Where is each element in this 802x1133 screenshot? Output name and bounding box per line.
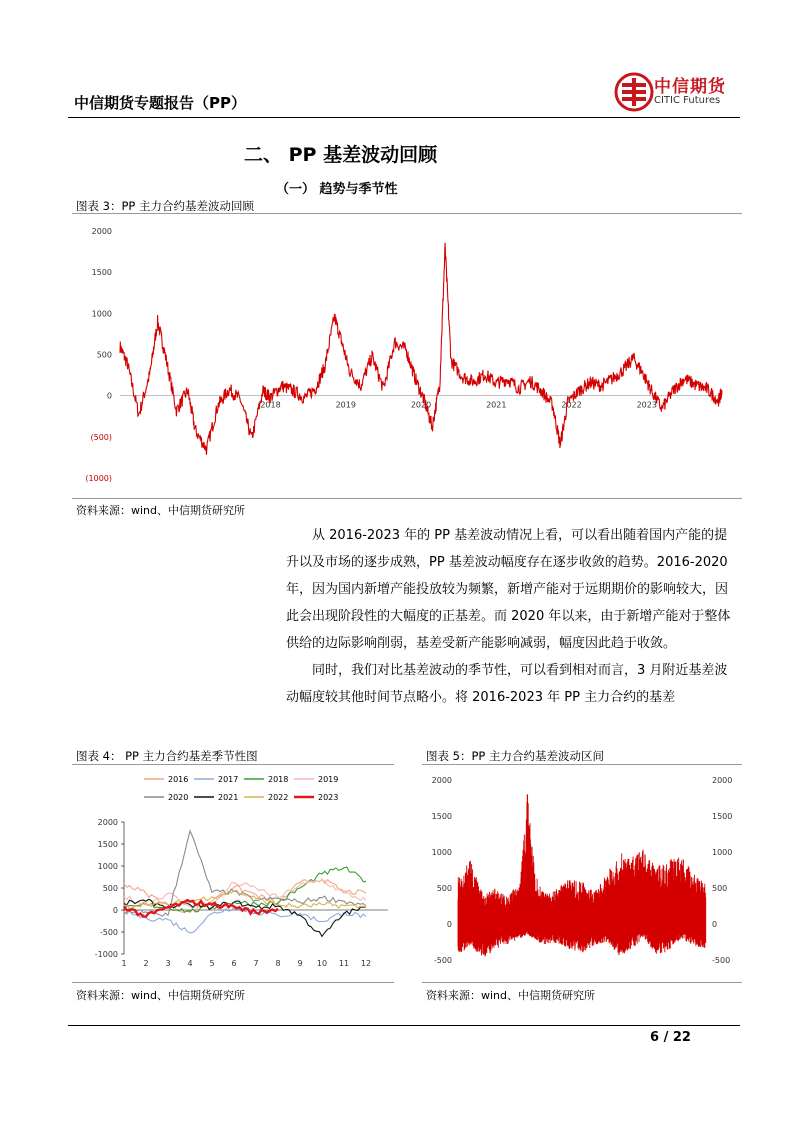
fig4-ytick: 0 <box>112 906 118 915</box>
fig4-xtick: 2 <box>143 959 149 968</box>
figure4-bottom-rule <box>72 982 394 983</box>
logo-cn-text: 中信期货 <box>654 77 726 97</box>
fig5-ytick-right: 1000 <box>712 848 733 857</box>
fig4-xtick: 1 <box>121 959 127 968</box>
fig4-xtick: 3 <box>165 959 171 968</box>
header-divider <box>68 117 740 118</box>
fig3-xtick: 2023 <box>636 400 657 410</box>
fig4-xtick: 10 <box>316 959 328 968</box>
figure3-top-rule <box>72 213 742 214</box>
figure3-bottom-rule <box>72 498 742 499</box>
fig4-xtick: 7 <box>253 959 259 968</box>
fig3-basis-line <box>120 243 722 455</box>
figure4-chart <box>72 768 394 980</box>
fig4-xtick: 9 <box>297 959 303 968</box>
figure5-source: 资料来源：wind、中信期货研究所 <box>426 989 596 1002</box>
fig4-xtick: 12 <box>360 959 372 968</box>
fig5-ytick-left: 1000 <box>431 848 452 857</box>
fig3-xtick: 2020 <box>410 400 432 410</box>
fig5-range-bars <box>458 802 706 956</box>
fig4-ytick: -500 <box>99 928 118 937</box>
fig4-legend-label: 2018 <box>268 775 289 784</box>
fig3-xtick: 2018 <box>260 400 281 410</box>
fig3-xtick: 2019 <box>335 400 356 410</box>
fig5-ytick-left: 1500 <box>431 812 452 821</box>
figure5-bottom-rule <box>422 982 742 983</box>
fig3-ytick: 0 <box>106 391 112 401</box>
figure5-caption: 图表 5：PP 主力合约基差波动区间 <box>426 749 604 763</box>
fig3-xtick: 2022 <box>561 400 582 410</box>
fig3-ytick: (500) <box>90 432 112 442</box>
fig4-ytick: 500 <box>102 884 118 893</box>
fig4-legend-label: 2023 <box>318 793 339 802</box>
logo-en-text: CITIC Futures <box>654 95 721 106</box>
figure3-source: 资料来源：wind、中信期货研究所 <box>76 504 246 517</box>
report-title: 中信期货专题报告（PP） <box>74 94 246 112</box>
footer-divider <box>68 1025 740 1026</box>
fig4-ytick: 1000 <box>97 862 118 871</box>
fig5-ytick-right: 1500 <box>712 812 733 821</box>
fig4-xtick: 11 <box>338 959 350 968</box>
fig3-ytick: 1000 <box>91 309 112 319</box>
fig4-legend-label: 2019 <box>318 775 339 784</box>
body-text <box>286 522 734 711</box>
citic-logo-icon <box>614 72 654 112</box>
fig5-ytick-right: -500 <box>712 956 731 965</box>
fig3-ytick: (1000) <box>85 474 112 483</box>
fig5-ytick-right: 0 <box>712 920 718 929</box>
figure3-chart <box>72 216 742 496</box>
fig4-ytick: 1500 <box>97 840 118 849</box>
fig4-xtick: 8 <box>275 959 281 968</box>
fig4-legend-label: 2016 <box>168 775 189 784</box>
fig5-ytick-left: 2000 <box>431 776 452 785</box>
section-title: 二、 PP 基差波动回顾 <box>244 144 438 166</box>
paragraph-2: 同时，我们对比基差波动的季节性，可以看到相对而言，3 月附近基差波动幅度较其他时间节点略小。将 2016-2023 年 PP 主力合约的基差 <box>286 663 728 705</box>
fig3-xtick: 2021 <box>486 400 507 410</box>
page-number: 6 / 22 <box>650 1030 691 1045</box>
fig3-ytick: 2000 <box>91 227 112 236</box>
figure4-source: 资料来源：wind、中信期货研究所 <box>76 989 246 1002</box>
fig4-legend-label: 2020 <box>168 793 189 802</box>
figure4-top-rule <box>72 764 394 765</box>
fig5-ytick-right: 2000 <box>712 776 733 785</box>
fig3-ytick: 500 <box>96 350 112 360</box>
fig4-legend-label: 2022 <box>268 793 289 802</box>
fig4-ytick: -1000 <box>94 950 118 959</box>
fig4-legend-label: 2017 <box>218 775 239 784</box>
figure3-caption: 图表 3：PP 主力合约基差波动回顾 <box>76 199 254 213</box>
fig4-ytick: 2000 <box>97 818 118 827</box>
fig4-xtick: 6 <box>231 959 237 968</box>
fig4-series-2017 <box>124 907 366 933</box>
figure5-chart <box>422 768 742 980</box>
fig3-ytick: 1500 <box>91 268 112 278</box>
fig4-xtick: 5 <box>209 959 215 968</box>
fig4-legend-label: 2021 <box>218 793 239 802</box>
fig5-ytick-left: 0 <box>446 920 452 929</box>
fig5-ytick-left: 500 <box>436 884 452 893</box>
fig5-ytick-left: -500 <box>433 956 452 965</box>
figure4-caption: 图表 4： PP 主力合约基差季节性图 <box>76 749 258 763</box>
fig5-ytick-right: 500 <box>712 884 728 893</box>
paragraph-1: 从 2016-2023 年的 PP 基差波动情况上看，可以看出随着国内产能的提升以及市场的逐步成熟，PP 基差波动幅度存在逐步收敛的趋势。2016-2020 年，因为国内新增产能投放较为频繁，新增产能对于远期期价的影响较大，因此会出现阶段性的大幅度的正基差。而 2020 年以来，由于新增产能对于整体供给的边际影响削弱，基差受新产能影响减弱，幅度因此趋于收敛。 <box>286 528 731 651</box>
section-subtitle: （一） 趋势与季节性 <box>276 182 398 197</box>
fig4-xtick: 4 <box>187 959 193 968</box>
figure5-top-rule <box>422 764 742 765</box>
